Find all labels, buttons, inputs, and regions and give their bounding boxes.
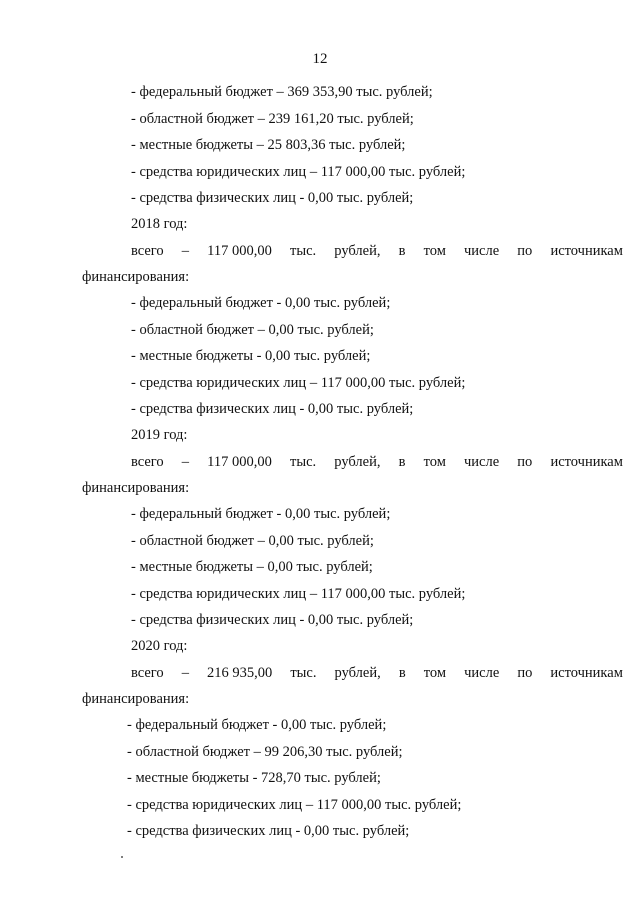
total-line-cont-2020: финансирования: — [82, 691, 190, 707]
total-word: по — [517, 665, 533, 681]
total-line-cont-2018: финансирования: — [82, 269, 190, 285]
total-word: – — [181, 454, 190, 470]
funding-item-regional: - областной бюджет – 99 206,30 тыс. рублей; — [127, 744, 403, 760]
total-word: рублей, — [334, 243, 381, 259]
funding-item-regional: - областной бюджет – 0,00 тыс. рублей; — [131, 322, 374, 338]
total-amount: 216 935,00 — [207, 665, 273, 681]
total-word: по — [517, 243, 533, 259]
year-heading-2018: 2018 год: — [131, 216, 188, 232]
total-word: числе — [464, 454, 500, 470]
total-word: по — [517, 454, 533, 470]
funding-item-local: - местные бюджеты - 728,70 тыс. рублей; — [127, 770, 381, 786]
total-word: числе — [464, 665, 500, 681]
total-word: в — [398, 243, 406, 259]
total-word: тыс. — [290, 454, 317, 470]
year-heading-2020: 2020 год: — [131, 638, 188, 654]
page-number: 12 — [312, 51, 328, 67]
funding-item-individuals: - средства физических лиц - 0,00 тыс. рублей; — [127, 823, 410, 839]
funding-item-legal-entities: - средства юридических лиц – 117 000,00 тыс. рублей; — [131, 375, 466, 391]
total-word: том — [423, 665, 447, 681]
total-word: источникам — [550, 454, 623, 470]
total-word: в — [398, 454, 406, 470]
funding-item-local: - местные бюджеты – 0,00 тыс. рублей; — [131, 559, 373, 575]
funding-item-legal-entities: - средства юридических лиц – 117 000,00 тыс. рублей; — [131, 164, 466, 180]
total-line-cont-2019: финансирования: — [82, 480, 190, 496]
funding-item-local: - местные бюджеты - 0,00 тыс. рублей; — [131, 348, 371, 364]
funding-item-federal: - федеральный бюджет - 0,00 тыс. рублей; — [131, 295, 391, 311]
total-line-2020 — [131, 664, 623, 682]
total-word: в — [398, 665, 406, 681]
total-word: – — [181, 665, 189, 681]
total-word: числе — [464, 243, 500, 259]
funding-item-individuals: - средства физических лиц - 0,00 тыс. рублей; — [131, 612, 414, 628]
scan-speck — [121, 856, 123, 858]
funding-item-regional: - областной бюджет – 0,00 тыс. рублей; — [131, 533, 374, 549]
total-word: источникам — [550, 665, 623, 681]
funding-item-individuals: - средства физических лиц - 0,00 тыс. рублей; — [131, 190, 414, 206]
total-word: рублей, — [334, 454, 381, 470]
total-line-2018 — [131, 242, 623, 260]
funding-item-individuals: - средства физических лиц - 0,00 тыс. рублей; — [131, 401, 414, 417]
total-word: всего — [131, 665, 164, 681]
funding-item-federal: - федеральный бюджет – 369 353,90 тыс. рублей; — [131, 84, 433, 100]
total-word: всего — [131, 454, 164, 470]
funding-item-federal: - федеральный бюджет - 0,00 тыс. рублей; — [131, 506, 391, 522]
total-word: тыс. — [290, 665, 317, 681]
total-word: источникам — [550, 243, 623, 259]
total-amount: 117 000,00 — [207, 243, 272, 259]
total-word: рублей, — [334, 665, 381, 681]
total-word: всего — [131, 243, 164, 259]
total-word: тыс. — [290, 243, 317, 259]
funding-item-local: - местные бюджеты – 25 803,36 тыс. рублей; — [131, 137, 406, 153]
funding-item-regional: - областной бюджет – 239 161,20 тыс. рублей; — [131, 111, 414, 127]
total-amount: 117 000,00 — [207, 454, 272, 470]
total-word: том — [423, 454, 446, 470]
funding-item-legal-entities: - средства юридических лиц – 117 000,00 тыс. рублей; — [127, 797, 462, 813]
total-line-2019 — [131, 453, 623, 471]
total-word: – — [181, 243, 190, 259]
total-word: том — [423, 243, 446, 259]
funding-item-legal-entities: - средства юридических лиц – 117 000,00 тыс. рублей; — [131, 586, 466, 602]
funding-item-federal: - федеральный бюджет - 0,00 тыс. рублей; — [127, 717, 387, 733]
year-heading-2019: 2019 год: — [131, 427, 188, 443]
